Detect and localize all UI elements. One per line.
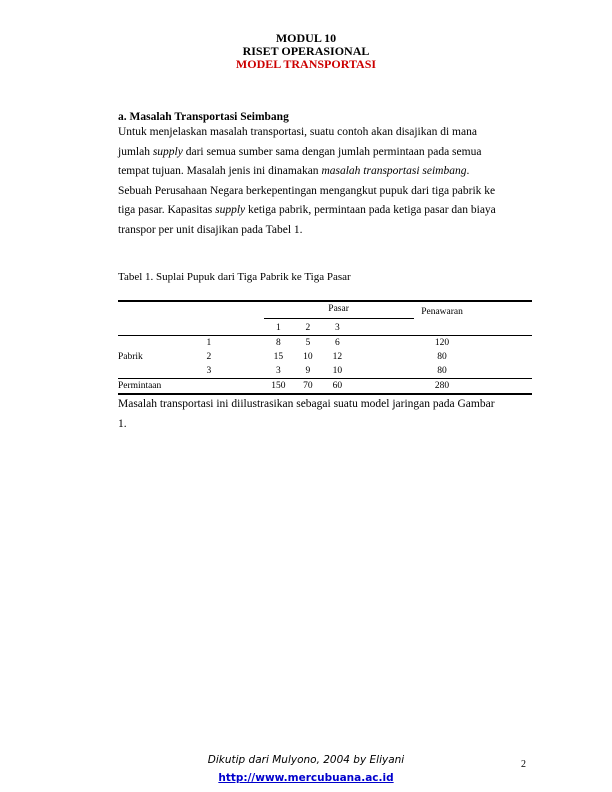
document-header — [0, 0, 612, 71]
table-column-header-row — [118, 321, 532, 336]
page-footer — [0, 754, 612, 786]
demand-cell: 70 — [293, 379, 322, 395]
row-group-label: Pabrik — [118, 352, 143, 362]
paragraph-intro-run1: Untuk menjelaskan masalah transportasi, suatu contoh akan disajikan di mana jumlah — [118, 126, 477, 158]
empty-cell — [207, 321, 264, 336]
supply-cell: 80 — [437, 352, 447, 362]
cost-cell: 10 — [303, 352, 313, 362]
paragraph-intro-run5: . — [466, 165, 470, 177]
column-header-1: 1 — [264, 321, 293, 336]
demand-label: Permintaan — [118, 379, 207, 395]
supply-header: Penawaran — [421, 306, 463, 317]
table-caption: Tabel 1. Suplai Pupuk dari Tiga Pabrik ke Tiga Pasar — [118, 271, 351, 283]
footer-link-line — [0, 768, 612, 786]
supply-cell: 80 — [437, 366, 447, 376]
empty-cell — [207, 379, 264, 395]
demand-cell: 60 — [323, 379, 353, 395]
header-module-title: MODUL 10 — [275, 31, 337, 45]
cost-cell: 5 — [305, 338, 311, 348]
paragraph-intro-term-balanced: masalah transportasi seimbang — [321, 165, 467, 177]
row-number: 3 — [206, 366, 212, 376]
pasar-group-header-cell — [264, 301, 353, 321]
column-header-2: 2 — [293, 321, 322, 336]
footer-link[interactable]: http://www.mercubuana.ac.id — [218, 772, 394, 784]
cost-cell: 6 — [334, 338, 340, 348]
empty-cell — [118, 321, 207, 336]
row-number: 1 — [206, 338, 212, 348]
paragraph-example — [118, 182, 496, 241]
paragraph-example-term-supply: supply — [215, 204, 246, 216]
table-demand-row — [118, 379, 532, 395]
demand-cell: 150 — [264, 379, 293, 395]
section-heading: a. Masalah Transportasi Seimbang — [118, 111, 289, 123]
table-group-header-row — [118, 301, 532, 321]
cost-cell: 12 — [332, 352, 343, 362]
paragraph-intro-term-supply: supply — [152, 145, 183, 158]
row-number: 2 — [206, 352, 212, 362]
header-course-title: RISET OPERASIONAL — [242, 44, 370, 58]
paragraph-example-run1: Sebuah Perusahaan Negara berkepentingan mengangkut pupuk dari tiga pabrik ke tiga pasar. Kapasitas — [118, 184, 496, 216]
header-topic-title: MODEL TRANSPORTASI — [235, 57, 377, 71]
cost-cell: 15 — [273, 352, 284, 362]
empty-cell — [118, 301, 207, 321]
supply-cell: 120 — [434, 338, 450, 348]
table-row — [118, 336, 532, 351]
empty-cell — [352, 321, 532, 336]
page-number: 2 — [521, 759, 526, 770]
supply-demand-table — [118, 300, 532, 395]
cost-cell: 8 — [275, 338, 281, 348]
empty-cell — [207, 301, 264, 321]
cost-cell: 3 — [275, 366, 281, 376]
cost-cell: 9 — [305, 366, 311, 376]
paragraph-intro-run3: dari semua sumber sama dengan jumlah permintaan pada semua tempat tujuan. Masalah jenis ini dinamakan — [118, 145, 482, 177]
footer-credit: Dikutip dari Mulyono, 2004 by Eliyani — [207, 754, 405, 766]
cost-cell: 10 — [332, 366, 343, 376]
paragraph-example-run3: ketiga pabrik, permintaan pada ketiga pasar dan biaya transpor per unit disajikan pada Tabel 1. — [118, 204, 496, 236]
pasar-group-header: Pasar — [264, 304, 414, 319]
column-header-3: 3 — [323, 321, 353, 336]
paragraph-intro — [118, 123, 496, 182]
paragraph-network-model: Masalah transportasi ini diilustrasikan sebagai suatu model jaringan pada Gambar 1. — [118, 398, 495, 430]
demand-total-cell: 280 — [352, 379, 532, 395]
document-body — [118, 111, 532, 434]
